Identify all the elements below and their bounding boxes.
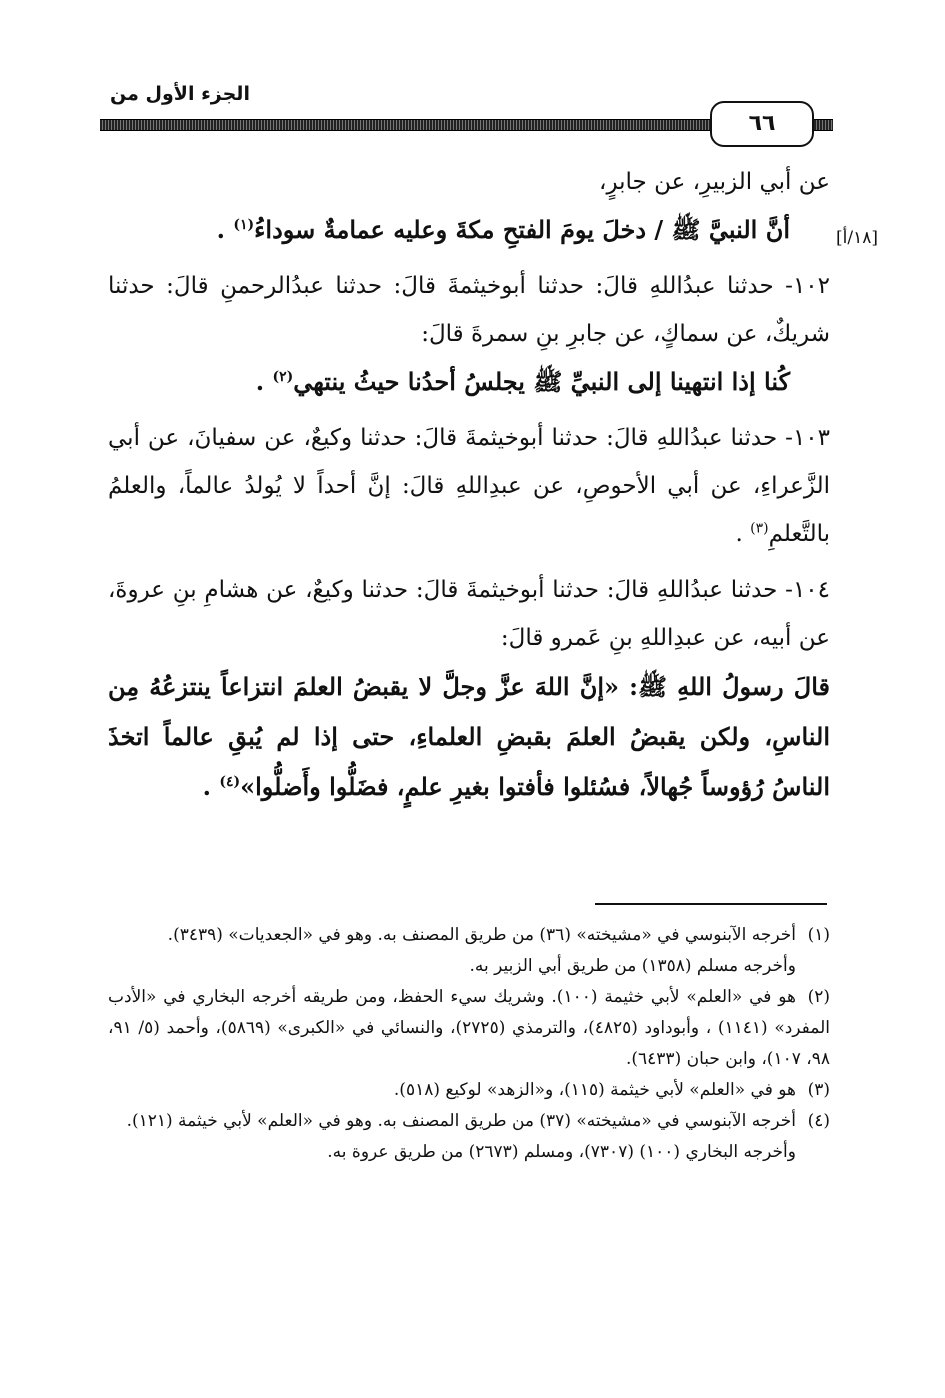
paragraph-isnad-continuation <box>108 158 830 206</box>
footnote-ref-2: (٢) <box>272 369 294 385</box>
footnote-2 <box>108 982 830 1075</box>
footnote-4 <box>108 1106 830 1137</box>
page-number-box <box>710 101 814 147</box>
footnote-ref-1: (١) <box>233 217 255 233</box>
page-header <box>100 75 833 145</box>
footnotes <box>108 920 830 1168</box>
footnote-text: هو في «العلم» لأبي خثيمة (١٠٠). وشريك سيء الحفظ، ومن طريقه أخرجه البخاري في «الأدب المفرد» (١١٤١) ، وأبوداود (٤٨٢٥)، والترمذي (٢٧٢٥)، والنسائي في «الكبرى» (٥٨٦٩)، وأحمد (٥/ ٩١، ٩٨، ١٠٧)، وابن حبان (٦٤٣٣). <box>108 987 831 1069</box>
paragraph-103: ١٠٣- حدثنا عبدُاللهِ قالَ: حدثنا أبوخيثمةَ قالَ: حدثنا وكيعٌ، عن سفيانَ، عن أبي الزَّعراءِ، عن أبي الأحوصِ، عن عبدِاللهِ قالَ: إنَّ أحداً لا يُولدُ عالماً، والعلمُ بالتَّعلمِ$^{(٣)}$ . <box>108 425 830 547</box>
footnote-text: أخرجه الآبنوسي في «مشيخته» (٣٧) من طريق المصنف به. وهو في «العلم» لأبي خيثمة (١٢١). <box>126 1111 796 1131</box>
page-number: ٦٦ <box>748 111 776 136</box>
paragraph-102 <box>108 262 830 358</box>
paragraph-104 <box>108 566 830 662</box>
text-p1: عن أبي الزبيرِ، عن جابرٍ، <box>599 169 830 195</box>
footnote-1-cont: وأخرجه مسلم (١٣٥٨) من طريق أبي الزبير به. <box>469 956 796 976</box>
running-title: الجزء الأول من <box>110 83 250 105</box>
text-p2: أنَّ النبيَّ ﷺ / دخلَ يومَ الفتحِ مكةَ وعليه عمامةٌ سوداءُ <box>254 215 790 244</box>
text-p7: قالَ رسولُ اللهِ ﷺ: «إنَّ اللهَ عزَّ وجلَّ لا يقبضُ العلمَ انتزاعاً ينتزعُهُ مِن الناسِ، ولكن يقبضُ العلمَ بقبضِ العلماءِ، حتى إذا لم يُبقِ عالماً اتخذَ الناسُ رُؤوساً جُهالاً، فسُئلوا فأفتوا بغيرِ علمٍ، فضَلُّوا وأَضلُّوا» <box>108 672 830 801</box>
footnote-1 <box>108 920 830 951</box>
footnote-3 <box>108 1075 830 1106</box>
footnote-number: (٣) <box>807 1080 830 1100</box>
main-text <box>108 158 830 812</box>
text-p6: ١٠٤- حدثنا عبدُاللهِ قالَ: حدثنا أبوخيثمةَ قالَ: حدثنا وكيعٌ، عن هشامِ بنِ عروةَ، عن أبيه، عن عبدِاللهِ بنِ عَمرو قالَ: <box>108 577 830 651</box>
footnote-4-cont: وأخرجه البخاري (١٠٠) (٧٣٠٧)، ومسلم (٢٦٧٣) من طريق عروة به. <box>327 1142 796 1162</box>
hadith-text-3: قالَ رسولُ اللهِ ﷺ: «إنَّ اللهَ عزَّ وجلَّ لا يقبضُ العلمَ انتزاعاً ينتزعُهُ مِن الناسِ، ولكن يقبضُ العلمَ بقبضِ العلماءِ، حتى إذا لم يُبقِ عالماً اتخذَ الناسُ رُؤوساً جُهالاً، فسُئلوا فأفتوا بغيرِ علمٍ، فضَلُّوا وأَضلُّوا»$^{(٤)}$ . <box>108 672 830 801</box>
hadith-text-2: كُنا إذا انتهينا إلى النبيِّ ﷺ يجلسُ أحدُنا حيثُ ينتهي$^{(٢)}$ . <box>255 367 790 396</box>
footnote-text: هو في «العلم» لأبي خيثمة (١١٥)، و«الزهد» لوكيع (٥١٨). <box>393 1080 796 1100</box>
footnote-text: أخرجه الآبنوسي في «مشيخته» (٣٦) من طريق المصنف به. وهو في «الجعديات» (٣٤٣٩). <box>167 925 796 945</box>
text-p3: ١٠٢- حدثنا عبدُاللهِ قالَ: حدثنا أبوخيثمةَ قالَ: حدثنا عبدُالرحمنِ قالَ: حدثنا شريكٌ، عن سماكٍ، عن جابرِ بنِ سمرةَ قالَ: <box>108 273 830 347</box>
footnote-number: (١) <box>807 925 830 945</box>
text-p5: ١٠٣- حدثنا عبدُاللهِ قالَ: حدثنا أبوخيثمةَ قالَ: حدثنا وكيعٌ، عن سفيانَ، عن أبي الزَّعراءِ، عن أبي الأحوصِ، عن عبدِاللهِ قالَ: إنَّ أحداً لا يُولدُ عالماً، والعلمُ بالتَّعلمِ <box>108 425 830 547</box>
footnote-number: (٢) <box>807 987 830 1007</box>
margin-reference: [١٨/أ] <box>836 228 878 248</box>
footnote-number: (٤) <box>807 1111 830 1131</box>
footnote-ref-4: (٤) <box>219 774 241 790</box>
footnote-separator <box>595 903 827 905</box>
text-p4: كُنا إذا انتهينا إلى النبيِّ ﷺ يجلسُ أحدُنا حيثُ ينتهي <box>293 367 790 396</box>
footnote-ref-3: (٣) <box>750 520 769 537</box>
hadith-text-1: أنَّ النبيَّ ﷺ / دخلَ يومَ الفتحِ مكةَ وعليه عمامةٌ سوداءُ$^{(١)}$ . <box>216 215 790 244</box>
